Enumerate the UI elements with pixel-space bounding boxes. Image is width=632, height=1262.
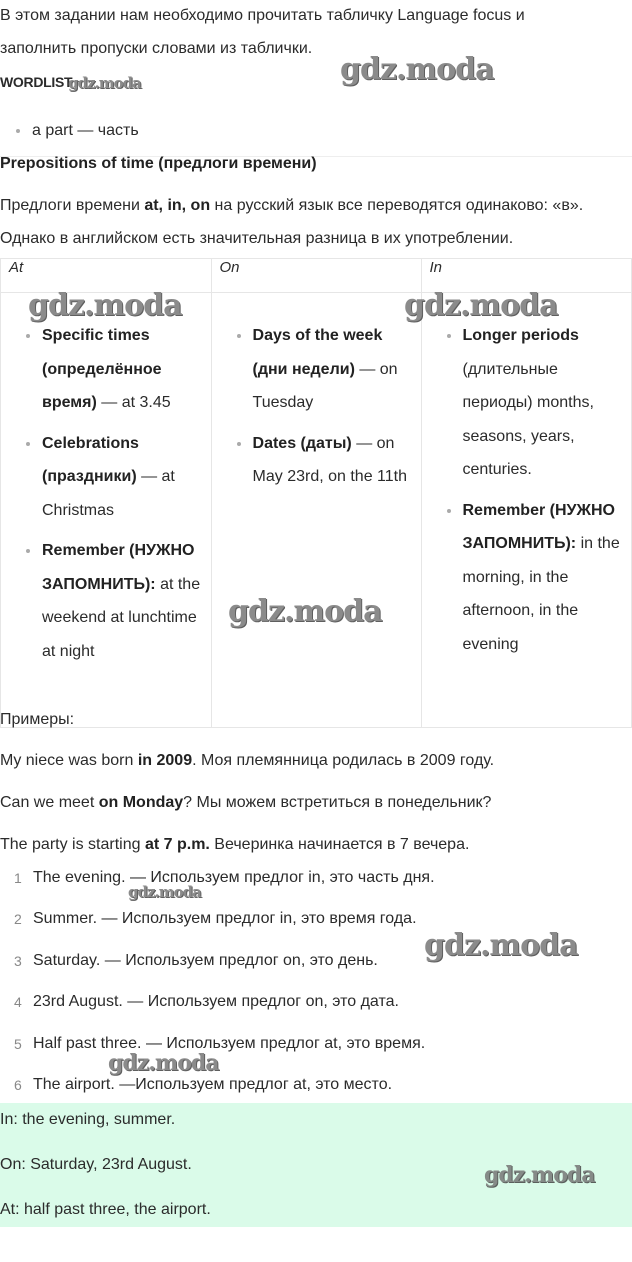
answer-in: In: the evening, summer.: [0, 1111, 176, 1128]
numbered-item: 2 Summer. — Используем предлог in, это время года.: [14, 910, 417, 927]
header-in: In: [421, 259, 632, 293]
wordlist-item: [0, 121, 139, 141]
watermark: gdz.moda: [424, 928, 578, 963]
prepositions-table: [0, 258, 632, 728]
numbered-item: 5 Half past three. — Используем предлог at, это время.: [14, 1035, 426, 1052]
numbered-item: 3 Saturday. — Используем предлог on, это день.: [14, 952, 378, 969]
list-item: Dates (даты) — on May 23rd, on the 11th: [253, 427, 421, 494]
paragraph-1: Предлоги времени at, in, on на русский язык все переводятся одинаково: «в».: [0, 197, 584, 214]
watermark: gdz.moda: [228, 594, 382, 629]
example-1: My niece was born in 2009. Моя племянница родилась в 2009 году.: [0, 752, 495, 769]
watermark: gdz.moda: [484, 1162, 595, 1188]
list-item: Celebrations (праздники) — at Christmas: [42, 427, 211, 528]
example-3: The party is starting at 7 p.m. Вечеринка начинается в 7 вечера.: [0, 836, 470, 853]
paragraph-2: Однако в английском есть значительная разница в их употреблении.: [0, 230, 514, 247]
watermark: gdz.moda: [108, 1050, 219, 1076]
intro-line-2: заполнить пропуски словами из таблички.: [0, 40, 313, 57]
cell-on: [211, 293, 421, 728]
watermark: gdz.moda: [68, 74, 141, 92]
watermark: gdz.moda: [128, 883, 201, 901]
numbered-item: 6 The airport. —Используем предлог at, это место.: [14, 1076, 393, 1093]
numbered-item: 4 23rd August. — Используем предлог on, это дата.: [14, 993, 399, 1010]
list-item: Remember (НУЖНО ЗАПОМНИТЬ): at the weekend at lunchtime at night: [42, 534, 211, 668]
wordlist-item-text: a part — часть: [32, 122, 139, 139]
wordlist-title: WORDLIST: [0, 74, 73, 90]
watermark: gdz.moda: [404, 288, 558, 323]
answer-at: At: half past three, the airport.: [0, 1201, 211, 1218]
section-title: Prepositions of time (предлоги времени): [0, 155, 317, 172]
numbered-item: 1 The evening. — Используем предлог in, это часть дня.: [14, 869, 435, 886]
watermark: gdz.moda: [340, 52, 494, 87]
example-2: Can we meet on Monday? Мы можем встретиться в понедельник?: [0, 794, 492, 811]
watermark: gdz.moda: [28, 288, 182, 323]
cell-in: [421, 293, 632, 728]
examples-label: Примеры:: [0, 711, 75, 728]
list-item: Days of the week (дни недели) — on Tuesday: [253, 319, 421, 420]
intro-line-1: В этом задании нам необходимо прочитать табличку Language focus и: [0, 7, 525, 24]
header-at: At: [1, 259, 212, 293]
list-item: Remember (НУЖНО ЗАПОМНИТЬ): in the morning, in the afternoon, in the evening: [463, 494, 632, 662]
list-item: Specific times (определённое время) — at 3.45: [42, 319, 211, 420]
cell-at: [1, 293, 212, 728]
list-item: Longer periods (длительные периоды) months, seasons, years, centuries.: [463, 319, 632, 487]
answer-on: On: Saturday, 23rd August.: [0, 1156, 192, 1173]
header-on: On: [211, 259, 421, 293]
